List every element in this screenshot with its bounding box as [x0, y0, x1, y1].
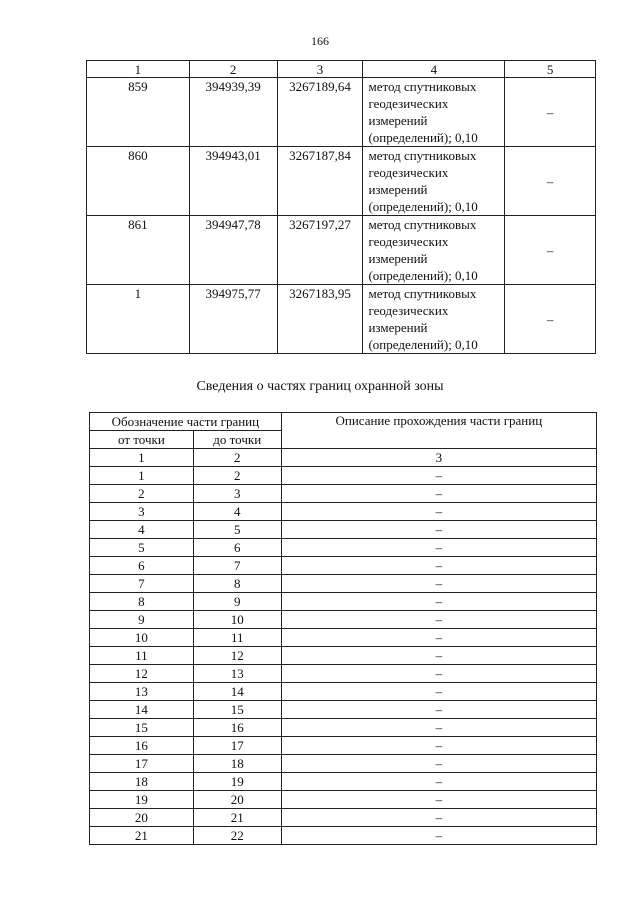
table-row: [90, 611, 597, 629]
to-point: 14: [193, 683, 281, 701]
description: –: [281, 467, 596, 485]
table-row: [90, 557, 597, 575]
method-line: геодезических: [368, 96, 449, 111]
method-description: [363, 78, 505, 147]
coord-y: 3267183,95: [277, 285, 363, 354]
col-header-3: 3: [277, 61, 363, 78]
col5-value: –: [505, 285, 596, 354]
header-to-point: до точки: [193, 431, 281, 449]
from-point: 12: [90, 665, 194, 683]
description: –: [281, 485, 596, 503]
to-point: 12: [193, 647, 281, 665]
table-row: [90, 521, 597, 539]
from-point: 1: [90, 467, 194, 485]
table-row: [90, 791, 597, 809]
method-description: [363, 216, 505, 285]
to-point: 3: [193, 485, 281, 503]
method-line: измерений: [368, 320, 428, 335]
description: –: [281, 791, 596, 809]
table-row: [87, 285, 596, 354]
method-line: (определений); 0,10: [368, 337, 478, 352]
from-point: 15: [90, 719, 194, 737]
to-point: 5: [193, 521, 281, 539]
table-row: [87, 147, 596, 216]
to-point: 2: [193, 467, 281, 485]
index-cell-3: 3: [281, 449, 596, 467]
method-description: [363, 147, 505, 216]
coord-x: 394943,01: [189, 147, 277, 216]
from-point: 6: [90, 557, 194, 575]
page-number: 166: [311, 34, 329, 48]
from-point: 3: [90, 503, 194, 521]
description: –: [281, 809, 596, 827]
table-row: [87, 78, 596, 147]
description: –: [281, 719, 596, 737]
description: –: [281, 647, 596, 665]
table-row: [90, 701, 597, 719]
to-point: 13: [193, 665, 281, 683]
table-row: [90, 755, 597, 773]
table-row: [90, 467, 597, 485]
from-point: 16: [90, 737, 194, 755]
description: –: [281, 683, 596, 701]
method-line: геодезических: [368, 303, 449, 318]
col-header-4: 4: [363, 61, 505, 78]
method-line: (определений); 0,10: [368, 268, 478, 283]
coord-y: 3267189,64: [277, 78, 363, 147]
table-row: [90, 575, 597, 593]
description: –: [281, 701, 596, 719]
description: –: [281, 521, 596, 539]
method-line: (определений); 0,10: [368, 199, 478, 214]
coord-x: 394975,77: [189, 285, 277, 354]
method-description: [363, 285, 505, 354]
to-point: 4: [193, 503, 281, 521]
method-line: метод спутниковых: [368, 286, 477, 301]
table-row: [90, 593, 597, 611]
table-row: [90, 773, 597, 791]
from-point: 2: [90, 485, 194, 503]
from-point: 21: [90, 827, 194, 845]
method-line: (определений); 0,10: [368, 130, 478, 145]
boundary-header-row-1: [90, 413, 597, 431]
description: –: [281, 611, 596, 629]
to-point: 6: [193, 539, 281, 557]
coord-y: 3267197,27: [277, 216, 363, 285]
to-point: 7: [193, 557, 281, 575]
col5-value: –: [505, 216, 596, 285]
from-point: 9: [90, 611, 194, 629]
to-point: 17: [193, 737, 281, 755]
from-point: 14: [90, 701, 194, 719]
coordinates-header-row: [87, 61, 596, 78]
table-row: [90, 719, 597, 737]
method-line: измерений: [368, 113, 428, 128]
method-line: измерений: [368, 251, 428, 266]
to-point: 16: [193, 719, 281, 737]
table-row: [90, 737, 597, 755]
col-header-1: 1: [87, 61, 190, 78]
point-number: 859: [87, 78, 190, 147]
description: –: [281, 539, 596, 557]
to-point: 20: [193, 791, 281, 809]
boundary-index-row: [90, 449, 597, 467]
from-point: 13: [90, 683, 194, 701]
header-from-point: от точки: [90, 431, 194, 449]
description: –: [281, 629, 596, 647]
header-description: Описание прохождения части границ: [281, 413, 596, 449]
method-line: измерений: [368, 182, 428, 197]
description: –: [281, 593, 596, 611]
table-row: [90, 647, 597, 665]
coordinates-table: [86, 60, 596, 354]
to-point: 19: [193, 773, 281, 791]
from-point: 10: [90, 629, 194, 647]
from-point: 7: [90, 575, 194, 593]
coord-x: 394947,78: [189, 216, 277, 285]
to-point: 21: [193, 809, 281, 827]
table-row: [90, 665, 597, 683]
from-point: 11: [90, 647, 194, 665]
method-line: метод спутниковых: [368, 148, 477, 163]
table-row: [90, 827, 597, 845]
coord-y: 3267187,84: [277, 147, 363, 216]
to-point: 8: [193, 575, 281, 593]
from-point: 5: [90, 539, 194, 557]
from-point: 18: [90, 773, 194, 791]
header-group: Обозначение части границ: [90, 413, 282, 431]
description: –: [281, 575, 596, 593]
table-row: [90, 539, 597, 557]
col5-value: –: [505, 78, 596, 147]
description: –: [281, 503, 596, 521]
from-point: 8: [90, 593, 194, 611]
col-header-5: 5: [505, 61, 596, 78]
index-cell-1: 1: [90, 449, 194, 467]
point-number: 861: [87, 216, 190, 285]
from-point: 4: [90, 521, 194, 539]
coord-x: 394939,39: [189, 78, 277, 147]
table-row: [90, 683, 597, 701]
table-row: [90, 485, 597, 503]
to-point: 11: [193, 629, 281, 647]
table-row: [87, 216, 596, 285]
description: –: [281, 737, 596, 755]
method-line: метод спутниковых: [368, 217, 477, 232]
description: –: [281, 557, 596, 575]
point-number: 860: [87, 147, 190, 216]
to-point: 9: [193, 593, 281, 611]
description: –: [281, 665, 596, 683]
to-point: 10: [193, 611, 281, 629]
table-row: [90, 503, 597, 521]
point-number: 1: [87, 285, 190, 354]
from-point: 17: [90, 755, 194, 773]
to-point: 22: [193, 827, 281, 845]
from-point: 20: [90, 809, 194, 827]
to-point: 18: [193, 755, 281, 773]
method-line: геодезических: [368, 234, 449, 249]
table-row: [90, 809, 597, 827]
method-line: геодезических: [368, 165, 449, 180]
section-title: Сведения о частях границ охранной зоны: [196, 379, 444, 394]
description: –: [281, 827, 596, 845]
description: –: [281, 773, 596, 791]
method-line: метод спутниковых: [368, 79, 477, 94]
index-cell-2: 2: [193, 449, 281, 467]
description: –: [281, 755, 596, 773]
from-point: 19: [90, 791, 194, 809]
col-header-2: 2: [189, 61, 277, 78]
col5-value: –: [505, 147, 596, 216]
to-point: 15: [193, 701, 281, 719]
boundary-parts-table: [89, 412, 597, 845]
table-row: [90, 629, 597, 647]
